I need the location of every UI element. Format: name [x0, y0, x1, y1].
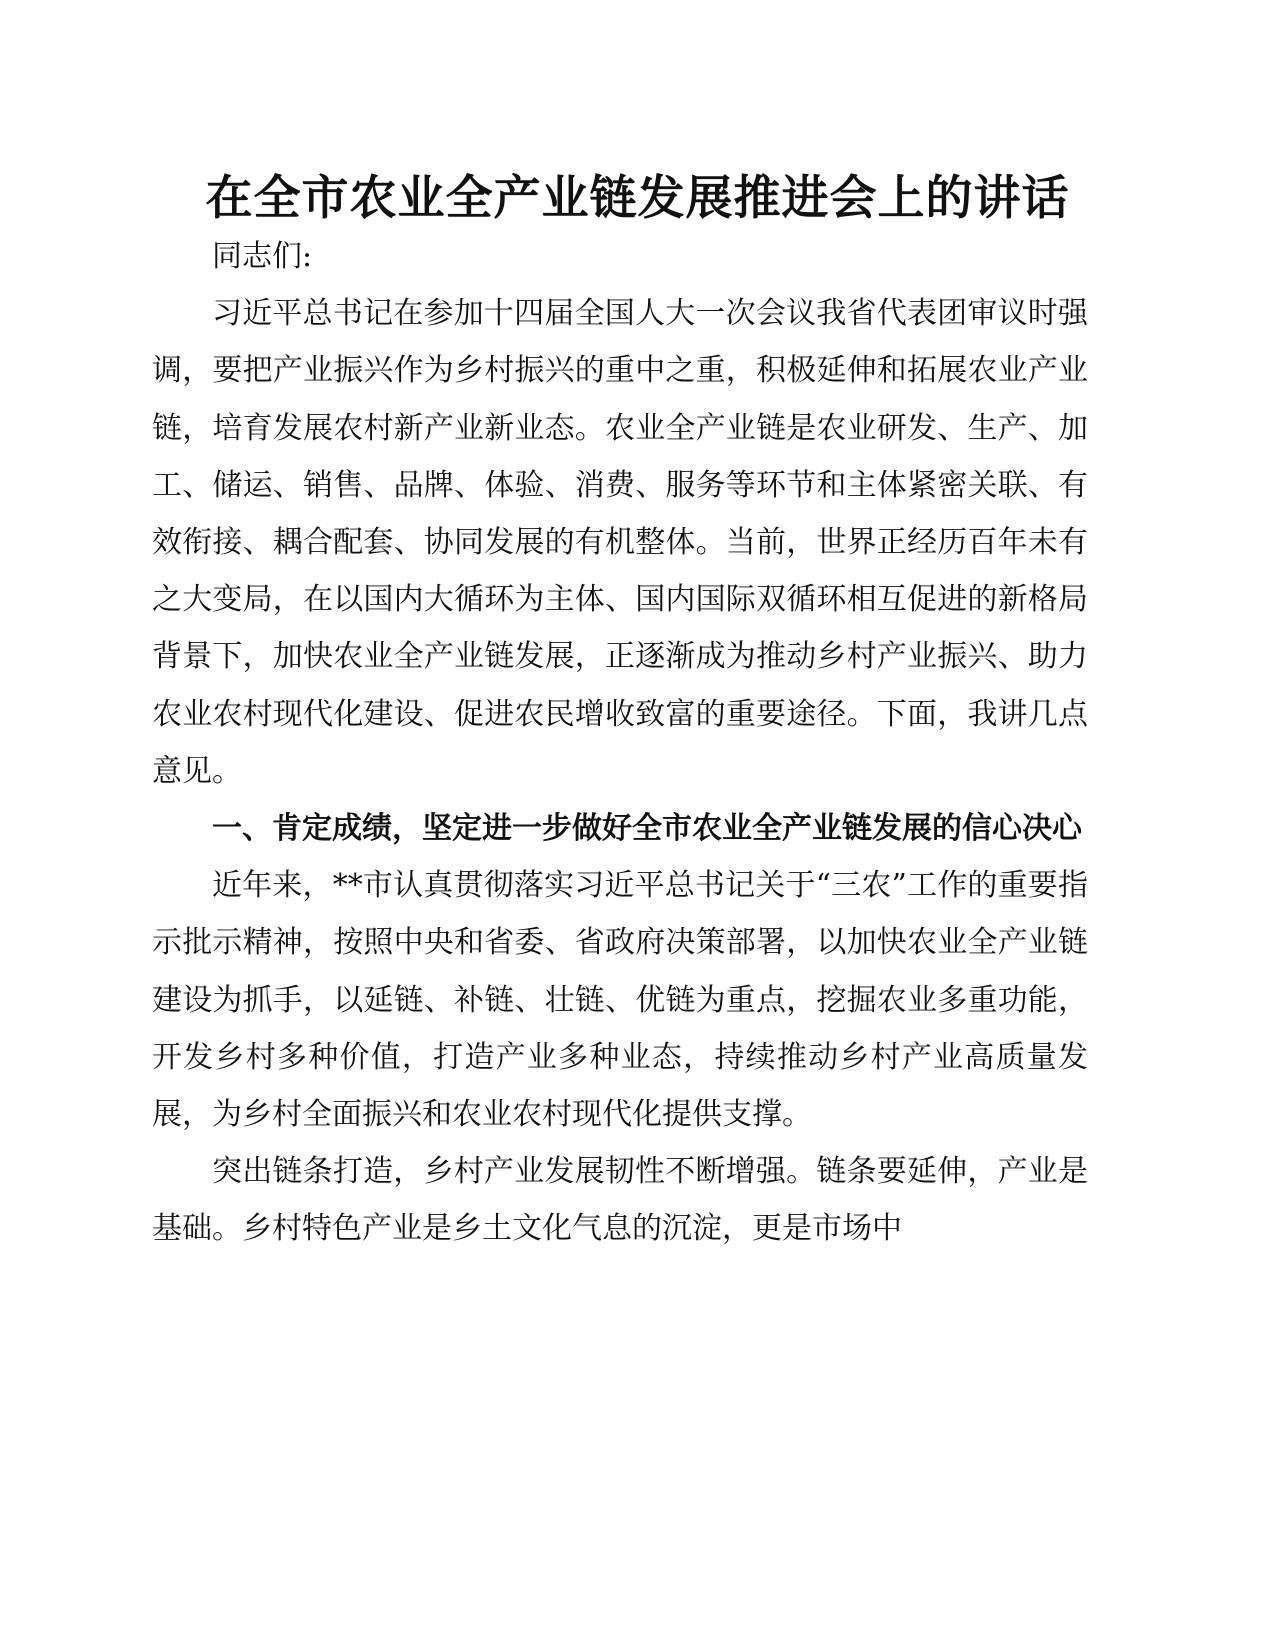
- document-body: [152, 228, 1088, 1258]
- paragraph-chain-building: 突出链条打造，乡村产业发展韧性不断增强。链条要延伸，产业是基础。乡村特色产业是乡土文化气息的沉淀，更是市场中: [152, 1154, 1088, 1247]
- greeting: 同志们:: [212, 239, 313, 274]
- paragraph-intro: 习近平总书记在参加十四届全国人大一次会议我省代表团审议时强调，要把产业振兴作为乡村振兴的重中之重，积极延伸和拓展农业产业链，培育发展农村新产业新业态。农业全产业链是农业研发、生产、加工、储运、销售、品牌、体验、消费、服务等环节和主体紧密关联、有效衔接、耦合配套、协同发展的有机整体。当前，世界正经历百年未有之大变局，在以国内大循环为主体、国内国际双循环相互促进的新格局背景下，加快农业全产业链发展，正逐渐成为推动乡村产业振兴、助力农业农村现代化建设、促进农民增收致富的重要途径。下面，我讲几点意见。: [152, 296, 1088, 789]
- document-title: 在全市农业全产业链发展推进会上的讲话: [205, 171, 1070, 226]
- section-heading-1: 一、肯定成绩，坚定进一步做好全市农业全产业链发展的信心决心: [212, 811, 1082, 847]
- paragraph-achievements: 近年来，**市认真贯彻落实习近平总书记关于“三农”工作的重要指示批示精神，按照中央和省委、省政府决策部署，以加快农业全产业链建设为抓手，以延链、补链、壮链、优链为重点，挖掘农业多重功能，开发乡村多种价值，打造产业多种业态，持续推动乡村产业高质量发展，为乡村全面振兴和农业农村现代化提供支撑。: [152, 868, 1088, 1133]
